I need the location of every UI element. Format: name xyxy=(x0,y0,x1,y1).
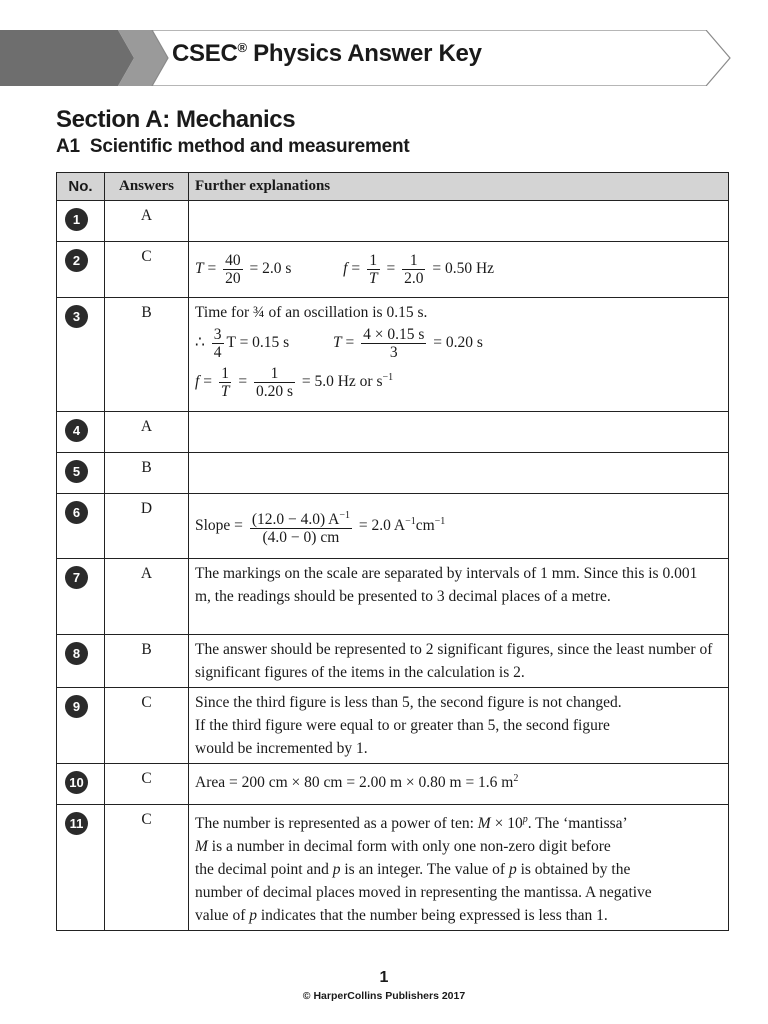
table-row xyxy=(57,764,729,805)
explanation: Slope = $\frac{(12.0 - 4.0) A^{-1}}{(4.0 - 0) cm}$ = 2.0 $A^{-1}cm^{-1}$ xyxy=(189,494,729,559)
answer-letter: C xyxy=(105,805,189,931)
table-header-row xyxy=(57,173,729,201)
answer-letter: B xyxy=(105,453,189,494)
answer-letter: C xyxy=(105,242,189,298)
question-number-badge: 3 xyxy=(65,305,88,328)
answer-letter: D xyxy=(105,494,189,559)
answer-letter: B xyxy=(105,298,189,412)
explanation: Time for ¾ of an oscillation is 0.15 s. ∴ $\frac{3}{4}$ T = 0.15 s T = $\frac{4 \times 0.15 s}{3}$ = 0.20 s f = $\frac{1}{T}$ = $\frac{1}{0.20 s}$ = 5.0 Hz or $s^{-1}$ xyxy=(189,298,729,412)
table-row xyxy=(57,201,729,242)
explanation: The number is represented as a power of ten: $M \times 10^p$. The ‘mantissa’ M is a number in decimal form with only one non-zero digit before the decimal point and p is an integer. The value of p is obtained by the number of decimal places moved in representing the mantissa. A negative value of p indicates that the number being expressed is less than 1. xyxy=(189,805,729,931)
explanation: The answer should be represented to 2 significant figures, since the least number of significant figures of the items in the calculation is 2. xyxy=(189,635,729,688)
explanation: The markings on the scale are separated by intervals of 1 mm. Since this is 0.001 m, the readings should be presented to 3 decimal places of a metre. xyxy=(189,559,729,635)
fraction: $\frac{40}{20}$ xyxy=(225,252,241,287)
table-row xyxy=(57,688,729,764)
fraction: $\frac{1}{T}$ xyxy=(368,252,378,287)
question-number-badge: 2 xyxy=(65,249,88,272)
table-row xyxy=(57,494,729,559)
column-header-no: No. xyxy=(57,173,105,201)
fraction: $\frac{1}{2.0}$ xyxy=(404,252,424,287)
table-row xyxy=(57,242,729,298)
table-row xyxy=(57,805,729,931)
question-number-badge: 1 xyxy=(65,208,88,231)
fraction: $\frac{1}{0.20 s}$ xyxy=(255,365,293,400)
table-row xyxy=(57,298,729,412)
question-number-badge: 5 xyxy=(65,460,88,483)
explanation xyxy=(189,201,729,242)
explanation: Area = 200 cm × 80 cm = 2.00 m × 0.80 m = 1.6 $m^2$ xyxy=(189,764,729,805)
fraction: $\frac{(12.0 - 4.0) A^{-1}}{(4.0 - 0) cm}$ xyxy=(250,507,352,546)
page-number: 1 xyxy=(379,969,389,986)
fraction: $\frac{3}{4}$ xyxy=(213,326,222,361)
question-number-badge: 6 xyxy=(65,501,88,524)
column-header-explanations: Further explanations xyxy=(189,173,729,201)
question-number-badge: 10 xyxy=(65,771,88,794)
question-number-badge: 7 xyxy=(65,566,88,589)
table-row xyxy=(57,453,729,494)
fraction: $\frac{4 \times 0.15 s}{3}$ xyxy=(363,326,425,361)
answer-letter: A xyxy=(105,201,189,242)
answer-letter: A xyxy=(105,412,189,453)
subsection-title: A1 Scientific method and measurement xyxy=(56,136,410,157)
answer-letter: B xyxy=(105,635,189,688)
explanation: T = $\frac{40}{20}$ = 2.0 s f = $\frac{1}{T}$ = $\frac{1}{2.0}$ = 0.50 Hz xyxy=(189,242,729,298)
explanation: Since the third figure is less than 5, the second figure is not changed. If the third figure were equal to or greater than 5, the second figure would be incremented by 1. xyxy=(189,688,729,764)
explanation xyxy=(189,453,729,494)
question-number-badge: 9 xyxy=(65,695,88,718)
table-row xyxy=(57,559,729,635)
header-banner xyxy=(0,30,732,86)
fraction: $\frac{1}{T}$ xyxy=(220,365,230,400)
page-header-title: CSEC® Physics Answer Key xyxy=(172,40,482,67)
answer-letter: C xyxy=(105,688,189,764)
table-row xyxy=(57,635,729,688)
table-row xyxy=(57,412,729,453)
answer-table xyxy=(56,172,729,931)
copyright-notice: © HarperCollins Publishers 2017 xyxy=(302,990,466,1002)
answer-letter: C xyxy=(105,764,189,805)
explanation xyxy=(189,412,729,453)
question-number-badge: 8 xyxy=(65,642,88,665)
column-header-answers: Answers xyxy=(105,173,189,201)
answer-letter: A xyxy=(105,559,189,635)
question-number-badge: 4 xyxy=(65,419,88,442)
section-title: Section A: Mechanics xyxy=(56,106,296,133)
question-number-badge: 11 xyxy=(65,812,88,835)
